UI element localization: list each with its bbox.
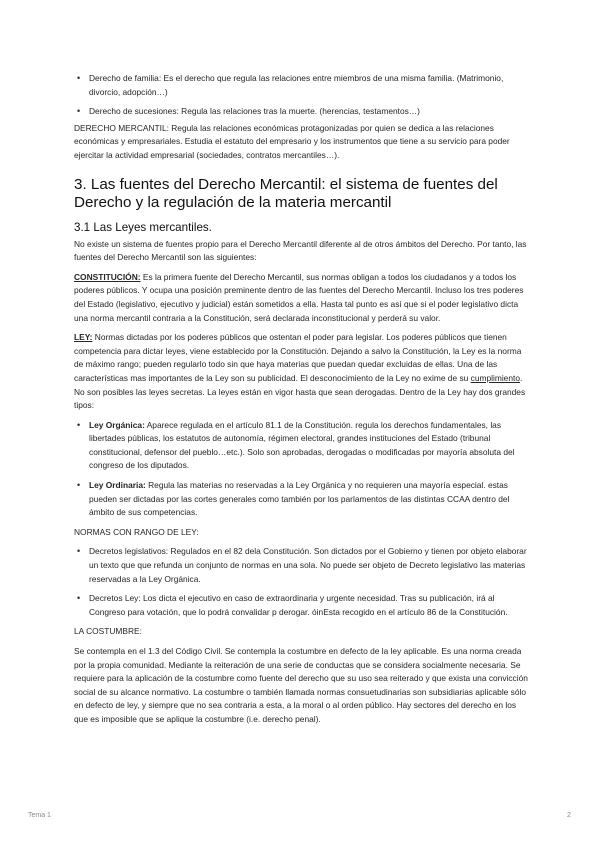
footer-left: Tema 1 xyxy=(28,812,51,819)
constitucion-label: CONSTITUCIÓN: xyxy=(74,271,141,282)
ley-text: Normas dictadas por los poderes públicos que ostentan el poder para legislar. Los poderes públicos que tienen competencia para dictar leyes, viene establecido por la Constitución. Dejando a salvo la Constitución, la Ley es la norma de máximo rango; pueden regularlo todo sin que haya materias que puedan quedar excluidas de ellas. Una de las características mas importantes de la Ley son su publicidad. El desconocimiento de la Ley no exime de su xyxy=(74,332,522,383)
list-item: • Derecho de sucesiones: Regula las relaciones tras la muerte. (herencias, testamentos…) xyxy=(74,105,531,119)
costumbre-paragraph: Se contempla en el 1.3 del Código Civil. Se contempla la costumbre en defecto de la ley aplicable. Es una norma creada por la propia comunidad. Mediante la reiteración de una serie de conductas que se considera socialmente necesaria. Se requiere para la aplicación de la costumbre como fuente del derecho que su uso sea reiterado y que exista una convicción social de su alcance normativo. La costumbre o también llamada normas consuetudinarias son subsidiarias aplicable sólo en defecto de ley, y siempre que no sea contraria a esta, a la moral o al orden público. Hay sectores del derecho en los que es imposible que se aplique la costumbre (i.e. derecho penal). xyxy=(74,646,528,724)
section-heading: 3. Las fuentes del Derecho Mercantil: el sistema de fuentes del Derecho y la regulación de la materia mercantil xyxy=(74,175,498,211)
normas-heading: NORMAS CON RANGO DE LEY: xyxy=(74,526,199,537)
ley-underlined-word: cumplimiento xyxy=(470,372,520,383)
list-item: • Decretos legislativos: Regulados en el 82 dela Constitución. Son dictados por el Gobierno y tienen por objeto elaborar un texto que que refunda un conjunto de normas en una sola. No puede ser objeto de Decreto legislativo las materias reservadas a la Ley Orgánica. xyxy=(74,545,531,586)
constitucion-text: Es la primera fuente del Derecho Mercantil, sus normas obligan a todos los ciudadanos y a todos los poderes públicos. Y ocupa una posición preminente dentro de las fuentes del Derecho Mercantil. Incluso los tres poderes del Estado (legislativo, ejecutivo y judicial) están sometidos a ella. Hasta tal punto es así que si el poder legislativo dicta una norma mercantil contraria a la Constitución, será declarada inconstitucional y perderá su valor. xyxy=(74,271,524,323)
list-item xyxy=(74,419,531,473)
ley-ordinaria-label: Ley Ordinaria: xyxy=(89,480,146,491)
list-item xyxy=(74,479,531,520)
mercantil-definition: DERECHO MERCANTIL: Regula las relaciones económicas protagonizadas por quien se dedica a las relaciones económicas y empresariales. Estudia el estatuto del empresario y los instrumentos que tiene a su servicio para poder ejercitar la actividad empresarial (sociedades, contratos mercantiles…). xyxy=(74,122,510,160)
ley-label: LEY: xyxy=(74,332,93,343)
ley-ordinaria-text: Regula las materias no reservadas a la Ley Orgánica y no requieren una mayoría especial. estas pueden ser dictadas por las cortes generales como también por los parlamentos de las distintas CCAA dentro del ámbito de sus competencias. xyxy=(89,480,510,518)
ley-types-list xyxy=(74,419,531,520)
bullet-list-top xyxy=(74,72,531,119)
document-body xyxy=(74,72,531,727)
page-number: 2 xyxy=(567,812,571,819)
ley-paragraph xyxy=(74,331,531,413)
intro-paragraph: No existe un sistema de fuentes propio para el Derecho Mercantil diferente al de otros ámbitos del Derecho. Por tanto, las fuentes del Derecho Mercantil son las siguientes: xyxy=(74,238,527,263)
list-item: • Decretos Ley: Los dicta el ejecutivo en caso de extraordinaria y urgente necesidad. Tras su publicación, irá al Congreso para votación, que lo podrá convalidar p derogar. óinEsta recogido en el artículo 86 de la Constitución. xyxy=(74,592,531,619)
constitucion-paragraph xyxy=(74,271,531,325)
normas-list xyxy=(74,545,531,619)
ley-organica-label: Ley Orgánica: xyxy=(89,419,145,430)
ley-organica-text: Aparece regulada en el artículo 81.1 de la Constitución. regula los derechos fundamentales, las libertades públicas, los estatutos de autonomía, régimen electoral, grandes instituciones del Estado (tribunal constitucional, defensor del pueblo…etc.). Solo son aprobadas, derogadas o modificadas por mayoría absoluta del congreso de los diputados. xyxy=(89,419,515,471)
list-item: • Derecho de familia: Es el derecho que regula las relaciones entre miembros de una misma familia. (Matrimonio, divorcio, adopción…) xyxy=(74,72,531,99)
subheading: 3.1 Las Leyes mercantiles. xyxy=(74,220,212,234)
costumbre-heading: LA COSTUMBRE: xyxy=(74,626,142,637)
ley-text-end: . No son posibles las leyes secretas. La leyes están en vigor hasta que sean derogadas. Dentro de la Ley hay dos grandes tipos: xyxy=(74,372,526,411)
